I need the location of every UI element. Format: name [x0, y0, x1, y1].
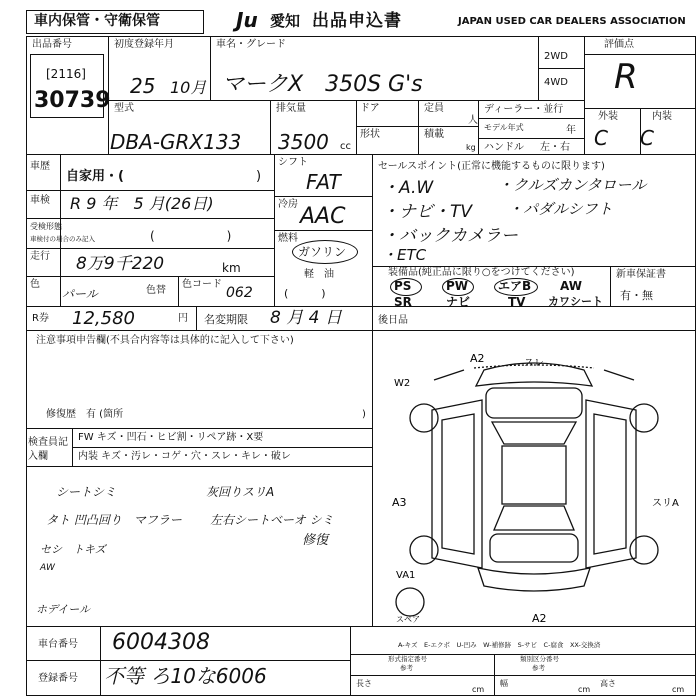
mileage-value: 8万9千220 [76, 254, 165, 274]
color-label: 色 [30, 279, 40, 290]
load-label: 積載 [424, 129, 444, 140]
form-title: 出品申込書 [312, 11, 402, 31]
repair-history: 修復歴 有 (箇所 [46, 409, 124, 420]
class-number-label: 類別区分番号 [520, 655, 559, 663]
model-label: 型式 [114, 103, 134, 114]
damage-legend: A-キズ E-エクボ U-凹み W-補修跡 S-サビ C-腐食 XX-交換済 [398, 641, 601, 649]
spare-label: スペア [396, 615, 420, 624]
inspector-interior-row: 内装 キズ・汚レ・コゲ・穴・スレ・キレ・破レ [78, 451, 291, 462]
recycle-value: 12,580 [72, 308, 135, 329]
handle-label: ハンドル [484, 142, 524, 153]
registration-year: 25 [130, 74, 156, 98]
handle-options: 左・右 [540, 142, 570, 153]
name-change-value: 8 月 4 日 [270, 308, 342, 328]
height-label: 高さ [600, 679, 616, 688]
reg-number-label: 登録番号 [38, 673, 78, 684]
inspector-label: 検査員記入欄 [28, 437, 68, 462]
mark-a2-bottom: A2 [532, 612, 547, 625]
dealer-label: ディーラー・並行 [484, 104, 564, 115]
displacement-value: 3500 [278, 130, 329, 154]
aircon-value: AAC [300, 204, 346, 229]
repair-close: ) [362, 409, 366, 420]
lot-sub-number: [2116] [46, 67, 86, 81]
door-label: ドア [360, 103, 380, 114]
registration-label: 初度登録年月 [114, 39, 174, 50]
equip-kawa-seat: カワシート [548, 295, 603, 308]
selling-points-label: セールスポイント(正常に機能するものに限ります) [378, 161, 605, 172]
registration-month: 10月 [170, 78, 207, 97]
note-aw: AW [40, 563, 55, 573]
circle-pw [442, 278, 474, 296]
car-damage-diagram [374, 340, 696, 625]
selling-point-3: ・バックカメラー [382, 226, 518, 246]
class-ref-label: 参考 [532, 664, 545, 672]
storage-label: 車内保管・守衛保管 [34, 13, 160, 29]
mark-a2-top: A2 [470, 352, 485, 365]
name-change-label: 名変期限 [204, 313, 248, 326]
lot-label: 出品番号 [32, 39, 72, 50]
acceptance-note: 車検付の場合のみ記入 [30, 235, 95, 243]
color-value: パール [62, 287, 98, 301]
post-date-label: 後日品 [378, 315, 408, 326]
drive-2wd: 2WD [544, 51, 568, 62]
exterior-grade: C [594, 126, 608, 150]
year-suffix: 年 [566, 125, 576, 136]
equip-ps: PS [394, 279, 412, 293]
recycle-label: R券 [32, 313, 49, 324]
prefecture-name: 愛知 [270, 12, 301, 30]
width-label: 幅 [500, 679, 508, 688]
note-scratch: 灰回りスリA [206, 485, 275, 499]
kg-unit: kg [466, 143, 476, 152]
ju-logo: Ju [236, 8, 258, 32]
shift-value: FAT [306, 170, 341, 194]
selling-point-5: ・クルズカンタロール [498, 176, 647, 194]
equip-navi: ナビ [446, 295, 471, 309]
height-unit: cm [672, 685, 685, 694]
equip-sr: SR [394, 295, 412, 309]
cc-unit: cc [340, 141, 351, 152]
model-value: DBA-GRX133 [110, 130, 242, 154]
length-unit: cm [472, 685, 485, 694]
acceptance-label: 受検形態 [30, 222, 62, 231]
notes-label: 注意事項申告欄(不具合内容等は具体的に記入して下さい) [36, 335, 294, 346]
equipment-label: 装備品(純正品に限り○をつけてください) [388, 267, 575, 278]
equip-airbag: エアB [498, 279, 532, 293]
mileage-unit: km [222, 261, 241, 275]
history-close: ) [256, 169, 262, 184]
shift-label: シフト [278, 157, 308, 168]
interior-label: 内装 [652, 111, 672, 122]
fuel-light-oil: 軽 油 [304, 269, 334, 280]
fuel-value: ガソリン [298, 245, 347, 259]
mark-scratch-top: スレ [524, 358, 544, 369]
selling-point-1: ・A.W [382, 178, 434, 198]
interior-grade: C [640, 126, 654, 150]
lot-number: 30739 [34, 88, 111, 113]
equip-tv: TV [508, 295, 526, 309]
grade-label: 評価点 [604, 39, 634, 50]
note-repair: 修復 [302, 533, 329, 548]
exterior-label: 外装 [598, 111, 618, 122]
equip-pw: PW [446, 279, 469, 293]
type-number-label: 形式指定番号 [388, 655, 427, 663]
mark-w2: W2 [394, 378, 411, 389]
mark-va1: VA1 [396, 570, 416, 581]
circle-ps [390, 278, 422, 296]
warranty-value: 有・無 [620, 289, 653, 302]
shape-label: 形状 [360, 129, 380, 140]
capacity-label: 定員 [424, 103, 444, 114]
note-wheel: ホデイール [36, 603, 91, 616]
note-seat-stain: シートシミ [56, 485, 117, 499]
inspection-value: R 9 年 5 月(26日) [70, 194, 214, 213]
equip-aw: AW [560, 279, 582, 293]
length-label: 長さ [356, 679, 372, 688]
drive-4wd: 4WD [544, 77, 568, 88]
inspection-label: 車検 [30, 195, 50, 206]
fuel-label: 燃料 [278, 233, 298, 244]
acceptance-parens: ( ) [150, 229, 232, 243]
history-label: 車歴 [30, 161, 50, 172]
selling-point-6: ・パダルシフト [508, 200, 613, 218]
color-code-label: 色コード [182, 279, 222, 290]
person-unit: 人 [468, 115, 478, 126]
displacement-label: 排気量 [276, 103, 306, 114]
mark-a3: A3 [392, 496, 407, 509]
note-sill: セシ トキズ [40, 543, 106, 556]
car-name-label: 車名・グレード [216, 39, 286, 50]
inspector-fw-row: FW キズ・凹石・ヒビ割・リペア跡・X要 [78, 432, 264, 443]
note-outer: タト 凹凸回り マフラー [46, 513, 182, 527]
circle-airbag [494, 278, 538, 296]
car-name-value: マークX 350S G's [222, 72, 423, 97]
chassis-label: 車台番号 [38, 639, 78, 650]
selling-point-4: ・ETC [382, 246, 427, 264]
selling-point-2: ・ナビ・TV [382, 202, 473, 222]
model-year-label: モデル年式 [484, 123, 524, 132]
reg-number-value: 不等 ろ10な6006 [104, 664, 267, 688]
history-value: 自家用・( [66, 169, 124, 184]
mark-rub-right: スリA [652, 498, 679, 509]
chassis-value: 6004308 [112, 630, 210, 655]
association-name: JAPAN USED CAR DEALERS ASSOCIATION [458, 16, 686, 27]
color-code-value: 062 [226, 285, 253, 301]
fuel-parens: ( ) [284, 287, 326, 300]
mileage-label: 走行 [30, 251, 50, 262]
recycle-yen: 円 [178, 313, 188, 324]
aircon-label: 冷房 [278, 199, 298, 210]
width-unit: cm [578, 685, 591, 694]
paint-change-label: 色替 [146, 285, 166, 296]
grade-value: R [614, 57, 638, 97]
type-ref-label: 参考 [400, 664, 413, 672]
warranty-label: 新車保証書 [616, 269, 666, 280]
note-seatbelt: 左右シートベーオ シミ [210, 513, 334, 527]
